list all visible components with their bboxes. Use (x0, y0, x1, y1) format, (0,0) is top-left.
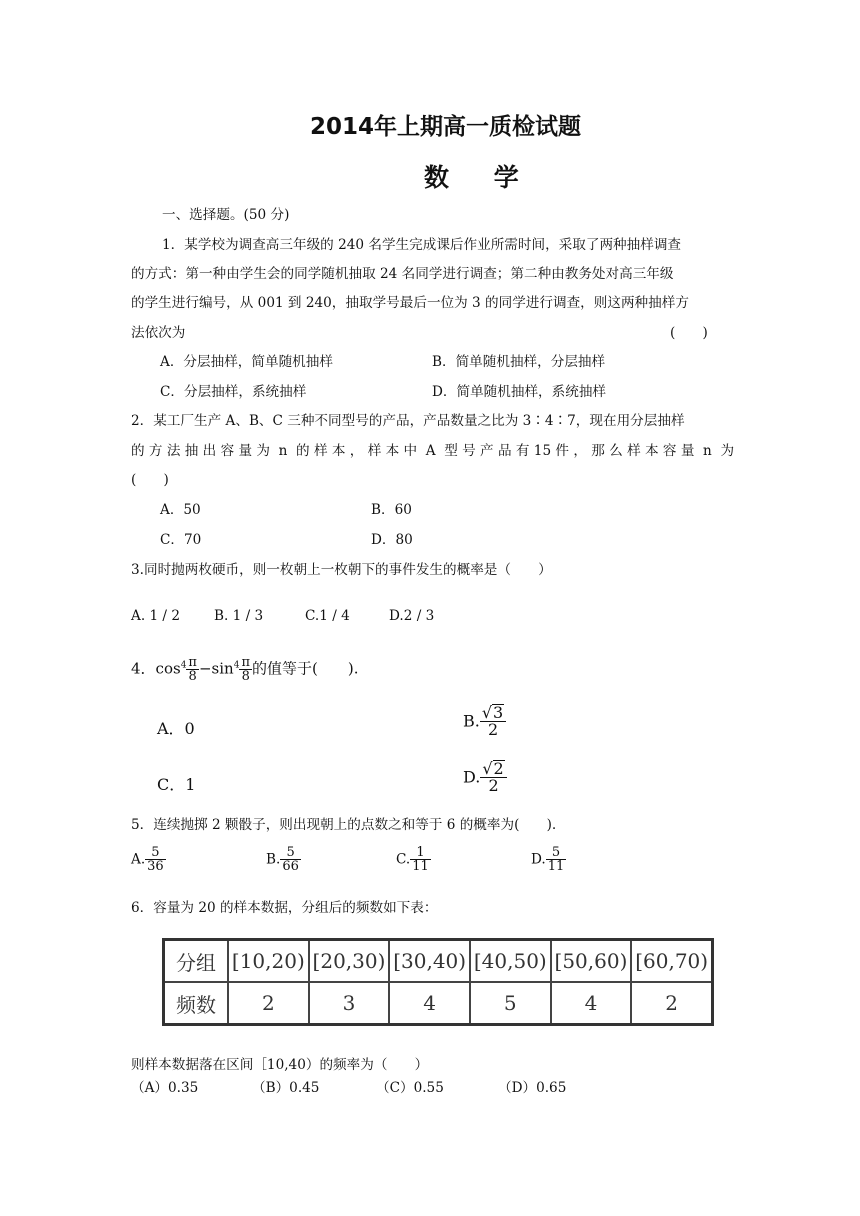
pi-over-8-fraction-1 (186, 656, 199, 683)
q5-option-c (396, 846, 431, 873)
q4-option-d-label: D. (463, 767, 481, 787)
fraction-5-66 (280, 846, 301, 873)
sqrt3-over-2-fraction (480, 704, 506, 738)
numerator: 5 (280, 846, 301, 860)
sin-power: 4 (233, 660, 240, 671)
cos-text: cos (155, 659, 181, 678)
q1-option-c: C．分层抽样，系统抽样 (160, 384, 307, 400)
q4-option-c: C．1 (157, 775, 196, 794)
fraction-1-11 (410, 846, 431, 873)
numerator: 1 (410, 846, 431, 860)
table-header-cell: 频数 (164, 982, 229, 1025)
q5-option-c-label: C. (396, 851, 411, 868)
q4-option-a: A．0 (157, 719, 195, 738)
denominator: 11 (412, 859, 429, 874)
exam-title: 2014年上期高一质检试题 (310, 114, 582, 140)
q1-line4: 法依次为 (131, 325, 186, 341)
q1-option-a: A．分层抽样，简单随机抽样 (160, 354, 333, 370)
q3-option-d: D.2 / 3 (389, 608, 435, 624)
denominator-2: 2 (488, 776, 499, 795)
radicand-3: 3 (493, 703, 504, 722)
q2-option-d: D．80 (371, 532, 413, 548)
fraction-5-11 (546, 846, 567, 873)
pi-symbol: π (188, 655, 197, 670)
q5-stem: 5．连续抛掷 2 颗骰子，则出现朝上的点数之和等于 6 的概率为( ). (131, 817, 557, 833)
cos-power: 4 (180, 660, 187, 671)
table-row-groups (164, 940, 713, 983)
table-cell: [40,50) (470, 940, 551, 983)
table-cell: [50,60) (551, 940, 632, 983)
frequency-table (162, 938, 714, 1026)
denominator-2: 2 (487, 720, 499, 739)
q5-option-b (266, 846, 301, 873)
table-cell: [30,40) (389, 940, 470, 983)
q2-line1: 2．某工厂生产 A、B、C 三种不同型号的产品，产品数量之比为 3∶4∶7，现在用分层抽样 (131, 413, 685, 429)
table-cell: 2 (631, 982, 712, 1025)
table-cell: 4 (551, 982, 632, 1025)
q2-line2: 的 方 法 抽 出 容 量 为 n 的 样 本 ， 样 本 中 A 型 号 产 品 有 15 件 ， 那 么 样 本 容 量 n 为 (131, 443, 735, 459)
subject-title: 数 学 (424, 163, 537, 192)
q2-option-a: A．50 (160, 502, 201, 518)
table-cell: [60,70) (631, 940, 712, 983)
q1-option-b: B．简单随机抽样，分层抽样 (432, 354, 606, 370)
q5-option-d (531, 846, 566, 873)
q6-option-d: （D）0.65 (498, 1080, 567, 1096)
q4-option-d (463, 760, 507, 794)
denominator: 11 (547, 859, 565, 874)
table-cell: 4 (389, 982, 470, 1025)
numerator: 5 (145, 846, 166, 860)
numerator: 5 (546, 846, 567, 860)
denominator: 66 (282, 859, 299, 874)
table-cell: [10,20) (228, 940, 309, 983)
q5-option-b-label: B. (266, 851, 281, 868)
denominator: 36 (147, 859, 164, 874)
q5-option-a-label: A. (131, 851, 146, 868)
q4-stem (131, 656, 358, 683)
denominator-8: 8 (241, 669, 250, 684)
table-cell: [20,30) (309, 940, 390, 983)
sqrt2-numerator: √2 (480, 760, 506, 778)
table-header-cell: 分组 (164, 940, 229, 983)
table-cell: 3 (309, 982, 390, 1025)
q4-option-b (463, 704, 506, 738)
q3-stem: 3.同时抛两枚硬币，则一枚朝上一枚朝下的事件发生的概率是（ ） (131, 562, 552, 578)
q1-answer-paren: ( ) (670, 325, 708, 341)
q2-option-c: C．70 (160, 532, 202, 548)
q6-option-a: （A）0.35 (131, 1080, 199, 1096)
sqrt2-over-2-fraction (480, 760, 506, 794)
q5-option-d-label: D. (531, 851, 546, 868)
minus-sign: − (198, 659, 212, 678)
q1-line2: 的方式：第一种由学生会的同学随机抽取 24 名同学进行调查；第二种由教务处对高三年级 (131, 266, 674, 282)
section-heading: 一、选择题。(50 分) (162, 207, 290, 223)
table-cell: 2 (228, 982, 309, 1025)
radicand-2: 2 (493, 759, 504, 778)
q4-number: 4． (131, 659, 156, 678)
table-row-frequencies (164, 982, 713, 1025)
table-cell: 5 (470, 982, 551, 1025)
q6-option-b: （B）0.45 (252, 1080, 320, 1096)
q2-line3: ( ) (131, 472, 169, 488)
q1-line1: 1．某学校为调查高三年级的 240 名学生完成课后作业所需时间，采取了两种抽样调查 (162, 237, 682, 253)
q3-option-c: C.1 / 4 (305, 608, 350, 624)
q3-option-b: B. 1 / 3 (214, 608, 264, 624)
pi-over-8-fraction-2 (239, 656, 252, 683)
q4-stem-tail: 的值等于( ). (251, 659, 359, 678)
q6-question: 则样本数据落在区间［10,40）的频率为（ ） (131, 1057, 429, 1073)
q2-option-b: B．60 (371, 502, 412, 518)
sqrt3-numerator: √3 (480, 704, 506, 722)
q1-option-d: D．简单随机抽样，系统抽样 (432, 384, 607, 400)
fraction-5-36 (145, 846, 166, 873)
pi-symbol: π (241, 655, 250, 670)
denominator-8: 8 (188, 669, 197, 684)
q5-option-a (131, 846, 166, 873)
sin-text: sin (211, 659, 234, 678)
q6-option-c: （C）0.55 (376, 1080, 444, 1096)
q1-line3: 的学生进行编号，从 001 到 240，抽取学号最后一位为 3 的同学进行调查，则这两种抽样方 (131, 295, 689, 311)
q6-stem: 6．容量为 20 的样本数据，分组后的频数如下表： (131, 900, 438, 916)
q4-option-b-label: B. (463, 711, 480, 731)
q3-option-a: A. 1 / 2 (131, 608, 180, 624)
